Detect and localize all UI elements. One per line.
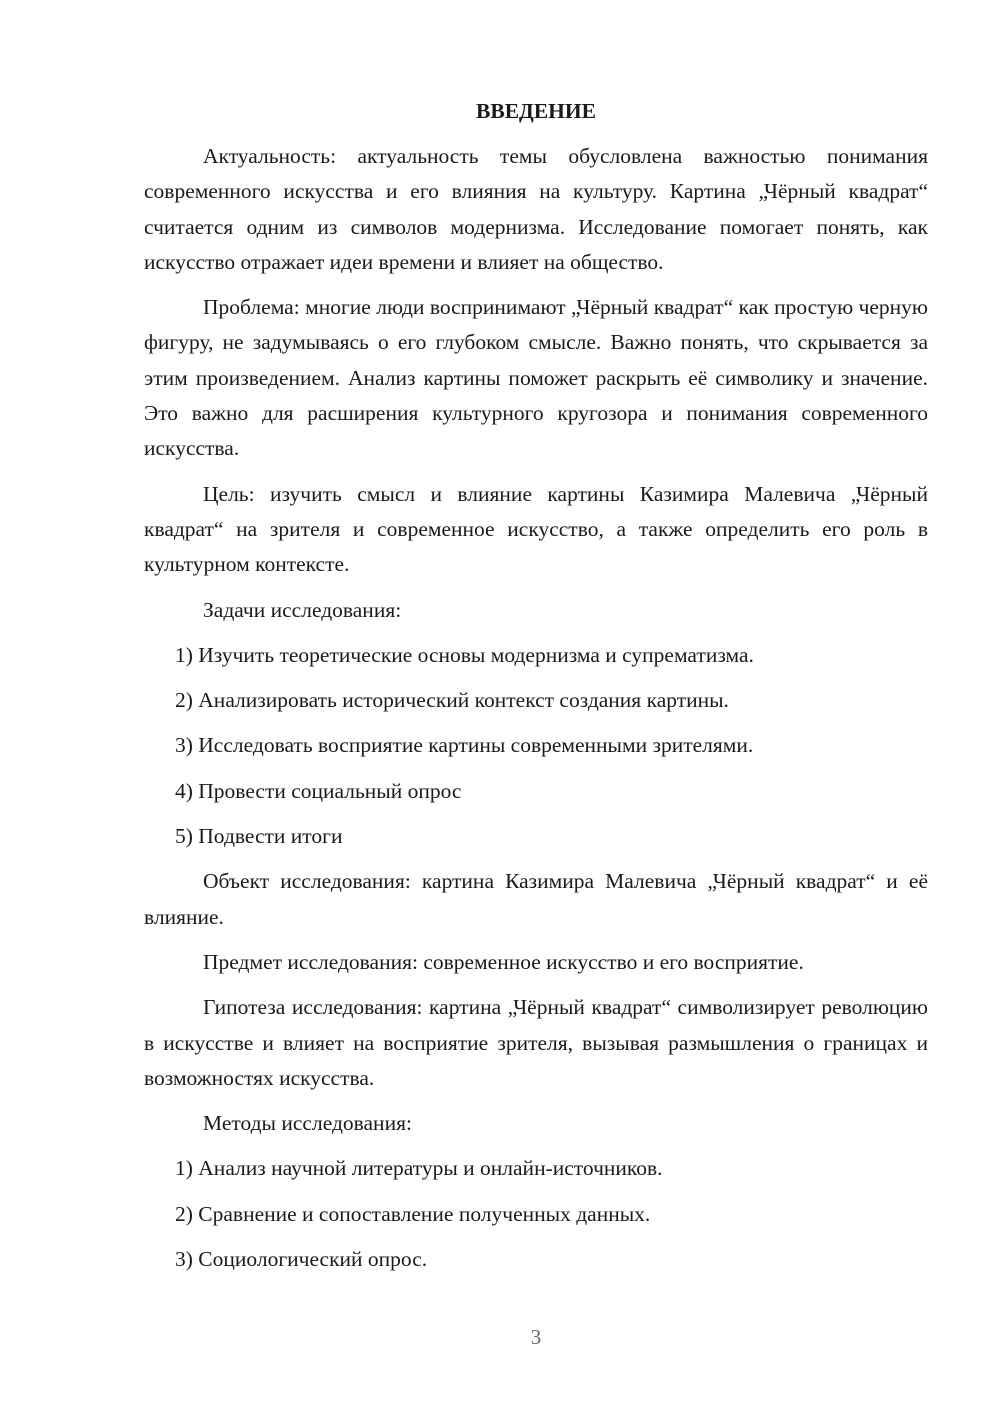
list-item: 3) Социологический опрос. [175, 1247, 428, 1272]
list-item: 1) Изучить теоретические основы модернизма и супрематизма. [175, 642, 754, 667]
section-title: ВВЕДЕНИЕ [476, 99, 596, 123]
paragraph-object: Объект исследования: картина Казимира Малевича „Чёрный квадрат“ и её влияние. [144, 869, 928, 929]
paragraph-hypothesis: Гипотеза исследования: картина „Чёрный квадрат“ символизирует революцию в искусстве и влияет на восприятие зрителя, вызывая размышления о границах и возможностях искусства. [144, 995, 928, 1090]
list-item: 2) Анализировать исторический контекст создания картины. [175, 688, 729, 713]
methods-heading: Методы исследования: [203, 1111, 412, 1136]
list-item: 1) Анализ научной литературы и онлайн-источников. [175, 1156, 663, 1181]
methods-list [144, 1151, 928, 1277]
document-page [144, 94, 928, 1287]
tasks-heading: Задачи исследования: [203, 597, 402, 622]
paragraph-problem: Проблема: многие люди воспринимают „Чёрный квадрат“ как простую черную фигуру, не задумываясь о его глубоком смысле. Важно понять, что скрывается за этим произведением. Анализ картины поможет раскрыть её символику и значение. Это важно для расширения культурного кругозора и понимания современного искусства. [144, 295, 928, 461]
paragraph-subject: Предмет исследования: современное искусство и его восприятие. [203, 949, 804, 974]
paragraph-goal: Цель: изучить смысл и влияние картины Казимира Малевича „Чёрный квадрат“ на зрителя и современное искусство, а также определить его роль в культурном контексте. [144, 481, 928, 577]
tasks-list [144, 638, 928, 854]
list-item: 4) Провести социальный опрос [175, 778, 462, 803]
page-number: 3 [530, 1325, 542, 1349]
paragraph-relevance: Актуальность: актуальность темы обусловлена важностью понимания современного искусства и его влияния на культуру. Картина „Чёрный квадрат“ считается одним из символов модернизма. Исследование помогает понять, как искусство отражает идеи времени и влияет на общество. [144, 144, 928, 274]
list-item: 3) Исследовать восприятие картины современными зрителями. [175, 733, 754, 758]
list-item: 2) Сравнение и сопоставление полученных данных. [175, 1201, 651, 1226]
list-item: 5) Подвести итоги [175, 824, 343, 849]
